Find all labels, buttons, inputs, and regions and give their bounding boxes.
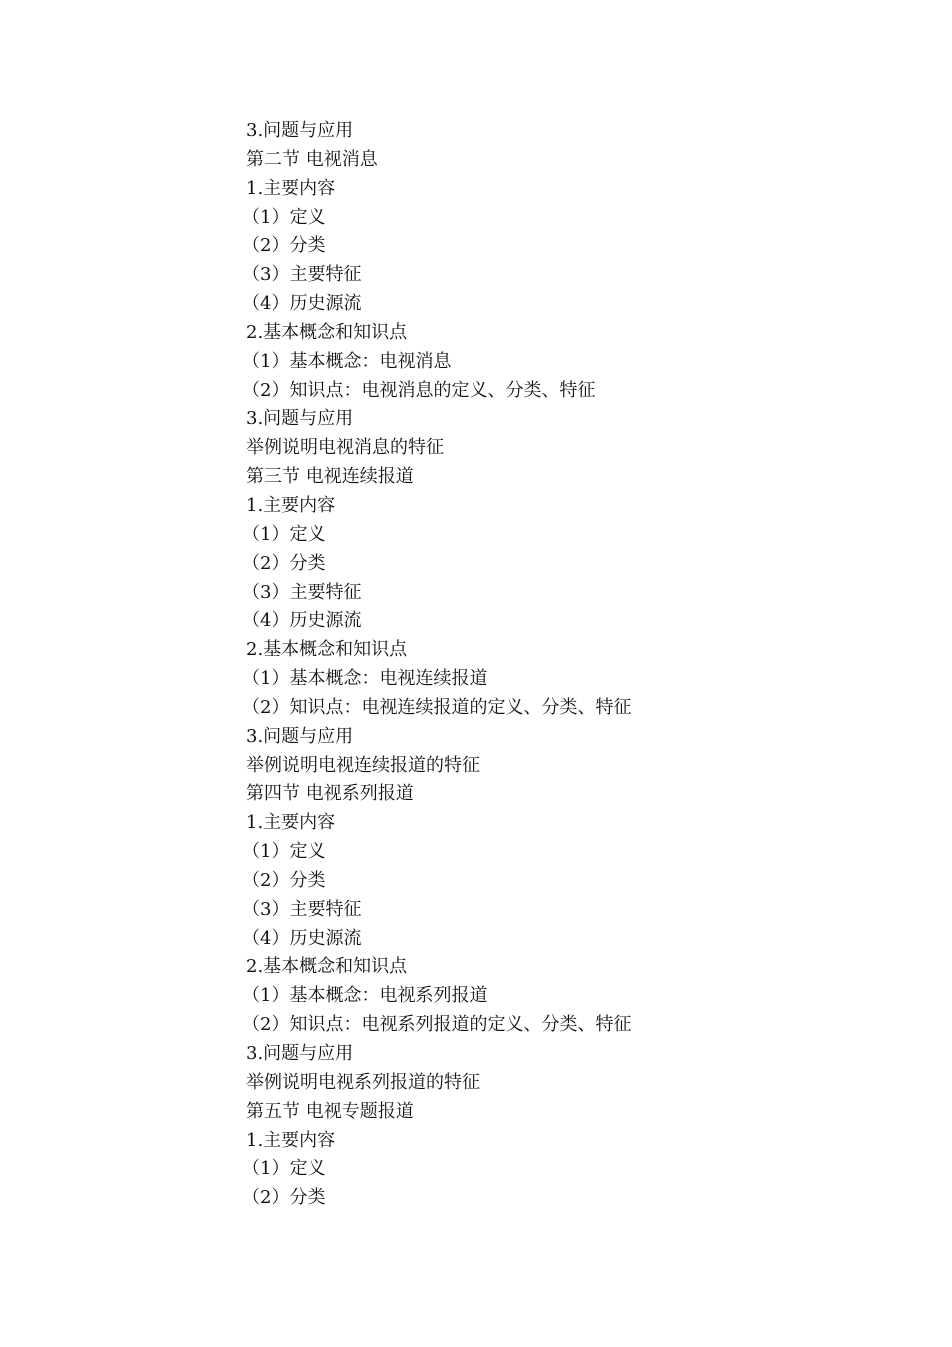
list-item: （2）分类 [242,235,326,257]
text-line: 1.主要内容 [246,812,336,834]
text-line: 2.基本概念和知识点 [246,321,408,343]
text-line: 2.基本概念和知识点 [246,639,408,661]
document-body [242,117,806,1213]
list-item: （2）分类 [242,1187,326,1209]
list-item: （2）分类 [242,552,326,574]
text-line: 3.问题与应用 [246,120,354,141]
list-item: （1）基本概念：电视连续报道 [242,668,488,690]
section-heading: 第三节 电视连续报道 [246,466,414,488]
list-item: （1）定义 [242,1158,326,1180]
list-item: （2）知识点：电视系列报道的定义、分类、特征 [242,1014,632,1036]
text-line: 3.问题与应用 [246,1043,354,1064]
list-item: （1）基本概念：电视系列报道 [242,985,488,1007]
list-item: （2）知识点：电视消息的定义、分类、特征 [242,379,596,401]
list-item: （1）定义 [242,841,326,863]
text-line: 2.基本概念和知识点 [246,956,408,978]
text-line: 1.主要内容 [246,494,336,516]
section-heading: 第五节 电视专题报道 [246,1100,414,1122]
list-item: （4）历史源流 [242,927,362,949]
list-item: （4）历史源流 [242,610,362,632]
section-heading: 第四节 电视系列报道 [246,783,414,805]
list-item: （2）知识点：电视连续报道的定义、分类、特征 [242,696,632,718]
text-line: 举例说明电视连续报道的特征 [246,754,480,776]
list-item: （2）分类 [242,869,326,891]
list-item: （4）历史源流 [242,293,362,315]
list-item: （3）主要特征 [242,264,362,286]
text-line: 举例说明电视消息的特征 [246,437,444,459]
text-line: 1.主要内容 [246,1129,336,1151]
text-line: 举例说明电视系列报道的特征 [246,1071,480,1093]
text-line: 3.问题与应用 [246,408,354,430]
list-item: （1）定义 [242,523,326,545]
list-item: （1）定义 [242,206,326,228]
section-heading: 第二节 电视消息 [246,148,378,170]
list-item: （1）基本概念：电视消息 [242,350,452,372]
list-item: （3）主要特征 [242,898,362,920]
text-line: 3.问题与应用 [246,725,354,747]
list-item: （3）主要特征 [242,581,362,603]
text-line: 1.主要内容 [246,177,336,199]
